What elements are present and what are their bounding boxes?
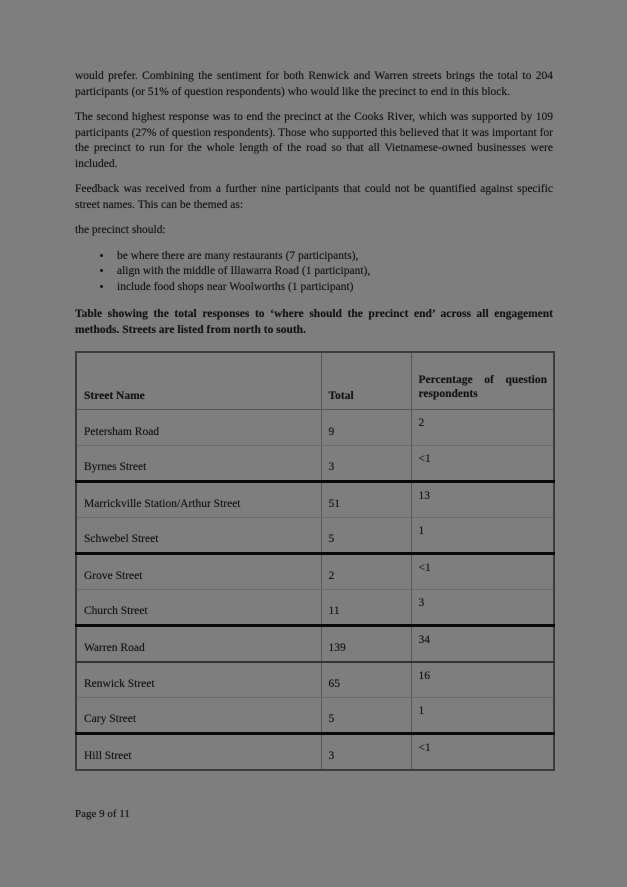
table-caption: Table showing the total responses to ‘where should the precinct end’ across all engagement methods. Streets are listed from north to south. <box>75 308 553 336</box>
street-name-cell: Grove Street <box>76 554 321 590</box>
total-cell: 65 <box>321 662 411 698</box>
total-cell: 139 <box>321 626 411 662</box>
header-street-name: Street Name <box>76 352 321 410</box>
table-header-row <box>76 352 554 410</box>
street-name-cell: Schwebel Street <box>76 518 321 554</box>
street-name-cell: Petersham Road <box>76 410 321 446</box>
percent-cell: <1 <box>411 446 554 482</box>
table-row <box>76 626 554 662</box>
percent-cell: 13 <box>411 482 554 518</box>
list-item-woolworths: • include food shops near Woolworths (1 participant) <box>113 280 553 296</box>
percent-cell: <1 <box>411 734 554 770</box>
total-cell: 2 <box>321 554 411 590</box>
precinct-should-list <box>75 249 553 296</box>
header-total: Total <box>321 352 411 410</box>
percent-cell: 3 <box>411 590 554 626</box>
street-name-cell: Renwick Street <box>76 662 321 698</box>
precinct-end-table <box>75 351 555 771</box>
total-cell: 5 <box>321 698 411 734</box>
header-percent: Percentage of question respondents <box>411 352 554 410</box>
street-name-cell: Marrickville Station/Arthur Street <box>76 482 321 518</box>
percent-cell: <1 <box>411 554 554 590</box>
total-cell: 3 <box>321 734 411 770</box>
list-item-restaurants: • be where there are many restaurants (7 participants), <box>113 249 553 265</box>
table-row <box>76 734 554 770</box>
table-row <box>76 518 554 554</box>
table-row <box>76 410 554 446</box>
paragraph-second-highest: The second highest response was to end the precinct at the Cooks River, which was supported by 109 participants (27% of question respondents). Those who supported this believed that it was important for the precinct to run for the whole length of the road so that all Vietnamese-owned businesses were included. <box>75 111 553 170</box>
street-name-cell: Church Street <box>76 590 321 626</box>
percent-cell: 1 <box>411 698 554 734</box>
percent-cell: 34 <box>411 626 554 662</box>
table-row <box>76 554 554 590</box>
page-content <box>75 69 553 771</box>
table-row <box>76 446 554 482</box>
total-cell: 3 <box>321 446 411 482</box>
percent-cell: 1 <box>411 518 554 554</box>
list-lead-in: the precinct should: <box>75 224 166 236</box>
table-row <box>76 590 554 626</box>
total-cell: 5 <box>321 518 411 554</box>
table-row <box>76 482 554 518</box>
street-name-cell: Hill Street <box>84 749 132 762</box>
table-row <box>76 662 554 698</box>
street-name-cell: Byrnes Street <box>76 446 321 482</box>
street-name-cell: Warren Road <box>76 626 321 662</box>
total-cell: 51 <box>321 482 411 518</box>
paragraph-feedback-unquantified: Feedback was received from a further nine participants that could not be quantified against specific street names. This can be themed as: <box>75 183 553 211</box>
list-item-illawarra-road: • align with the middle of Illawarra Road (1 participant), <box>113 264 553 280</box>
table-row <box>76 698 554 734</box>
percent-cell: 2 <box>411 410 554 446</box>
street-name-cell: Cary Street <box>76 698 321 734</box>
paragraph-sentiment-total: would prefer. Combining the sentiment for both Renwick and Warren streets brings the total to 204 participants (or 51% of question respondents) who would like the precinct to end in this block. <box>75 70 553 98</box>
total-cell: 9 <box>321 410 411 446</box>
percent-cell: 16 <box>411 662 554 698</box>
total-cell: 11 <box>321 590 411 626</box>
page-number-footer: Page 9 of 11 <box>75 808 130 820</box>
